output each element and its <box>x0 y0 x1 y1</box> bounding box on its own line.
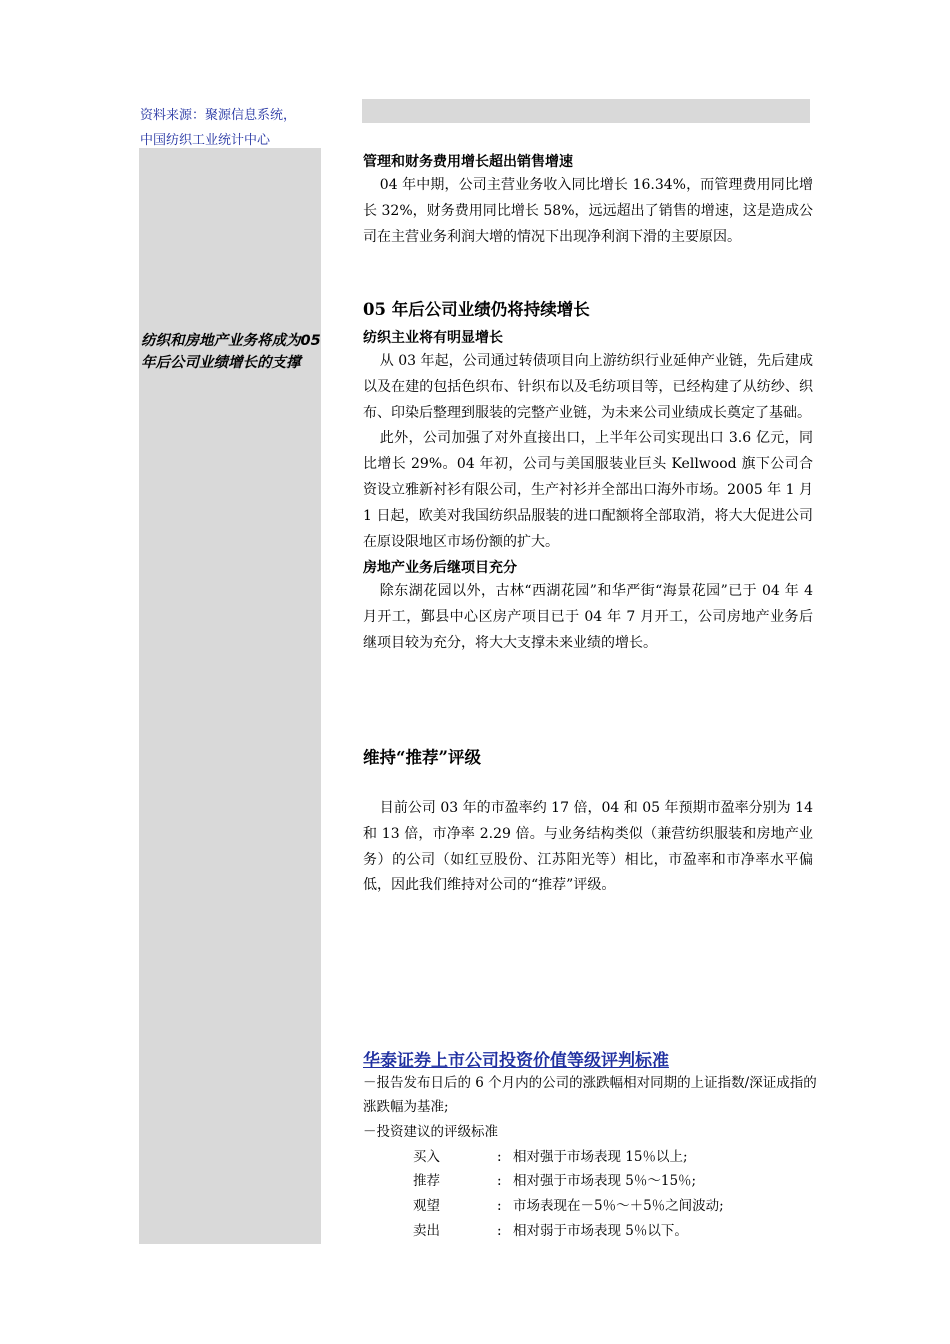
paragraph-rating: 目前公司 03 年的市盈率约 17 倍，04 和 05 年预期市盈率分别为 14 和 13 倍，市净率 2.29 倍。与业务结构类似（兼营纺织服装和房地产业务）的公司（如红豆股份、江苏阳光等）相比，市盈率和市净率水平偏低，因此我们维持对公司的“推荐”评级。 <box>363 800 813 894</box>
section-rating <box>363 746 813 899</box>
section-heading-growth: 05 年后公司业绩仍将持续增长 <box>363 300 590 319</box>
grade-separator: : <box>497 1223 502 1239</box>
grade-name: 推荐 <box>413 1173 440 1189</box>
grade-desc: 相对强于市场表现 5％～15％; <box>513 1173 697 1189</box>
section-expenses <box>363 151 813 250</box>
grade-separator: : <box>497 1198 502 1214</box>
paragraph-textile-1: 从 03 年起，公司通过转债项目向上游纺织行业延伸产业链，先后建成以及在建的包括色织布、针织布以及毛纺项目等，已经构建了从纺纱、织布、印染后整理到服装的完整产业链，为未来公司业绩成长奠定了基础。 <box>363 353 813 421</box>
section-heading-rating: 维持“推荐”评级 <box>363 748 481 767</box>
sidebar-callout: 纺织和房地产业务将成为05 年后公司业绩增长的支撑 <box>141 333 321 371</box>
subheading-textile: 纺织主业将有明显增长 <box>363 330 503 346</box>
source-line-2: 中国纺织工业统计中心 <box>140 133 271 148</box>
source-note <box>140 103 330 153</box>
paragraph-realestate: 除东湖花园以外，古林“西湖花园”和华严街“海景花园”已于 04 年 4 月开工，鄞县中心区房产项目已于 04 年 7 月开工，公司房地产业务后继项目较为充分，将大大支撑未来业绩的增长。 <box>363 583 813 651</box>
source-line-1: 资料来源：聚源信息系统， <box>140 108 297 123</box>
grade-desc: 相对强于市场表现 15％以上; <box>513 1149 688 1165</box>
section-heading-expenses: 管理和财务费用增长超出销售增速 <box>363 154 573 170</box>
grade-separator: : <box>497 1173 502 1189</box>
grade-desc: 相对弱于市场表现 5％以下。 <box>513 1223 688 1239</box>
left-sidebar <box>139 148 321 1244</box>
grade-separator: : <box>497 1149 502 1165</box>
grade-name: 观望 <box>413 1198 440 1214</box>
subheading-realestate: 房地产业务后继项目充分 <box>363 560 517 577</box>
grade-name: 买入 <box>413 1149 440 1165</box>
grade-desc: 市场表现在－5％～＋5％之间波动; <box>513 1198 724 1214</box>
section-growth <box>363 298 813 657</box>
standard-rating-heading: －投资建议的评级标准 <box>363 1124 498 1140</box>
standard-title: 华泰证券上市公司投资价值等级评判标准 <box>363 1051 669 1071</box>
top-shaded-bar <box>362 99 810 123</box>
paragraph-expenses: 04 年中期，公司主营业务收入同比增长 16.34%，而管理费用同比增长 32%，财务费用同比增长 58%，远远超出了销售的增速，这是造成公司在主营业务利润大增的情况下出现净利润下滑的主要原因。 <box>363 177 813 245</box>
paragraph-textile-2: 此外，公司加强了对外直接出口，上半年公司实现出口 3.6 亿元，同比增长 29%。04 年初，公司与美国服装业巨头 Kellwood 旗下公司合资设立雅新衬衫有限公司，生产衬衫并全部出口海外市场。2005 年 1 月 1 日起，欧美对我国纺织品服装的进口配额将全部取消，将大大促进公司在原设限地区市场份额的扩大。 <box>363 430 813 550</box>
standard-basis: －报告发布日后的 6 个月内的公司的涨跌幅相对同期的上证指数/深证成指的涨跌幅为基准; <box>363 1075 817 1115</box>
grade-name: 卖出 <box>413 1223 440 1239</box>
